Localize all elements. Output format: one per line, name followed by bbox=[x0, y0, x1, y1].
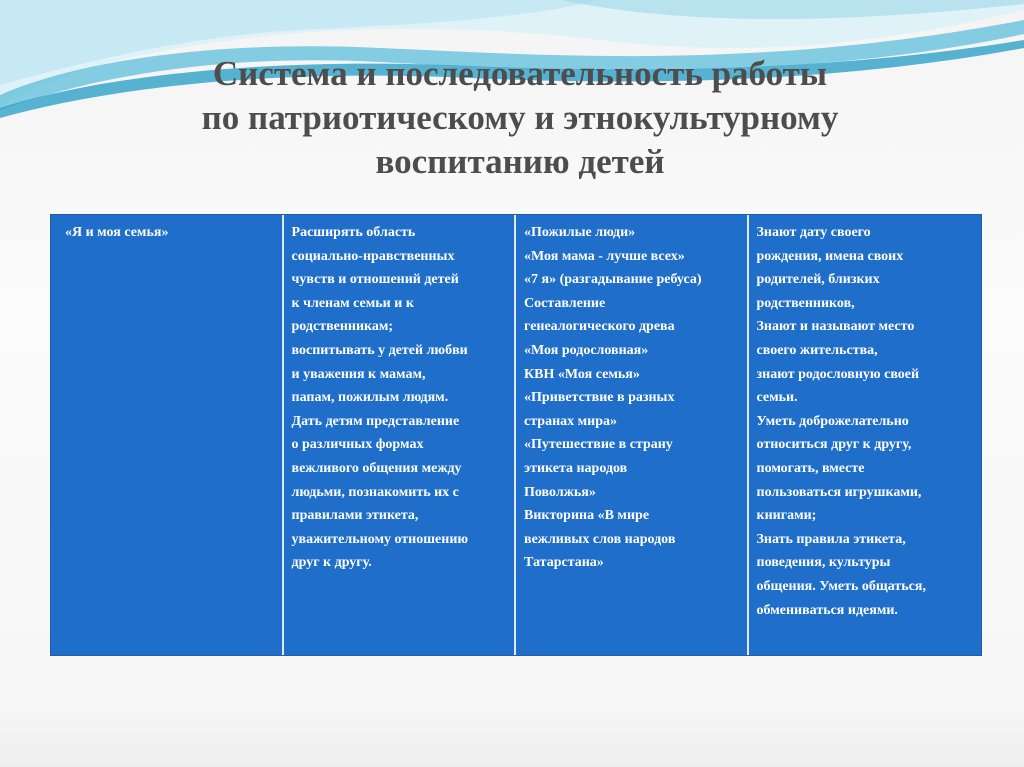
bottom-shade bbox=[0, 707, 1024, 767]
cell-line: уважительному отношению bbox=[291, 531, 469, 547]
page-title bbox=[120, 52, 920, 184]
cell-line: Дать детям представление bbox=[291, 413, 460, 429]
cell-line: «Моя мама - лучше всех» bbox=[524, 248, 685, 264]
cell-line: обмениваться идеями. bbox=[756, 602, 898, 618]
cell-line: «Путешествие в страну bbox=[524, 437, 673, 453]
cell-line: книгами; bbox=[756, 508, 817, 524]
table-cell-goals bbox=[284, 215, 517, 655]
page-title-line-3: воспитанию детей bbox=[375, 142, 665, 181]
cell-line: социально-нравственных bbox=[291, 248, 455, 264]
cell-line: семьи. bbox=[756, 390, 798, 406]
cell-line: вежливых слов народов bbox=[524, 531, 676, 547]
table-cell-activities bbox=[516, 215, 749, 655]
cell-line: родственников, bbox=[756, 295, 855, 311]
cell-line: помогать, вместе bbox=[756, 460, 865, 476]
cell-line: и уважения к мамам, bbox=[291, 366, 426, 382]
cell-line: чувств и отношений детей bbox=[291, 272, 459, 288]
page-title-line-2: по патриотическому и этнокультурному bbox=[201, 98, 839, 137]
cell-line: генеалогического древа bbox=[524, 319, 675, 335]
cell-line: о различных формах bbox=[291, 437, 424, 453]
cell-line: рождения, имена своих bbox=[756, 248, 904, 264]
cell-line: воспитывать у детей любви bbox=[291, 342, 468, 358]
cell-line: Уметь доброжелательно bbox=[756, 413, 909, 429]
cell-line: Викторина «В мире bbox=[524, 508, 650, 524]
cell-line: поведения, культуры bbox=[756, 555, 891, 571]
cell-line: папам, пожилым людям. bbox=[291, 390, 449, 406]
cell-line: родителей, близких bbox=[756, 272, 880, 288]
cell-line: людьми, познакомить их с bbox=[291, 484, 459, 500]
cell-line: «7 я» (разгадывание ребуса) bbox=[524, 272, 702, 288]
cell-line: «Пожилые люди» bbox=[524, 225, 636, 240]
cell-line: родственникам; bbox=[291, 319, 394, 335]
cell-line: «Моя родословная» bbox=[524, 342, 649, 358]
cell-line: правилами этикета, bbox=[291, 508, 419, 524]
cell-line: Расширять область bbox=[291, 225, 416, 240]
cell-line: друг к другу. bbox=[291, 555, 372, 571]
cell-line: странах мира» bbox=[524, 413, 618, 429]
cell-line: КВН «Моя семья» bbox=[524, 366, 640, 382]
cell-line: «Приветствие в разных bbox=[524, 390, 675, 406]
cell-line: Составление bbox=[524, 295, 606, 311]
cell-line: вежливого общения между bbox=[291, 460, 462, 476]
cell-line: «Я и моя семья» bbox=[65, 225, 169, 240]
cell-line: Знать правила этикета, bbox=[756, 531, 906, 547]
table-cell-topic bbox=[51, 215, 284, 655]
cell-line: этикета народов bbox=[524, 460, 628, 476]
cell-line: Татарстана» bbox=[524, 555, 604, 571]
cell-line: Знают дату своего bbox=[756, 225, 871, 240]
cell-line: общения. Уметь общаться, bbox=[756, 578, 926, 594]
table-cell-results bbox=[749, 215, 982, 655]
cell-line: Знают и называют место bbox=[756, 319, 915, 335]
content-table bbox=[50, 214, 982, 656]
cell-line: своего жительства, bbox=[756, 342, 878, 358]
cell-line: относиться друг к другу, bbox=[756, 437, 912, 453]
cell-line: знают родословную своей bbox=[756, 366, 920, 382]
page-title-line-1: Система и последовательность работы bbox=[212, 54, 828, 93]
cell-line: Поволжья» bbox=[524, 484, 596, 500]
cell-line: к членам семьи и к bbox=[291, 295, 414, 311]
cell-line: пользоваться игрушками, bbox=[756, 484, 922, 500]
